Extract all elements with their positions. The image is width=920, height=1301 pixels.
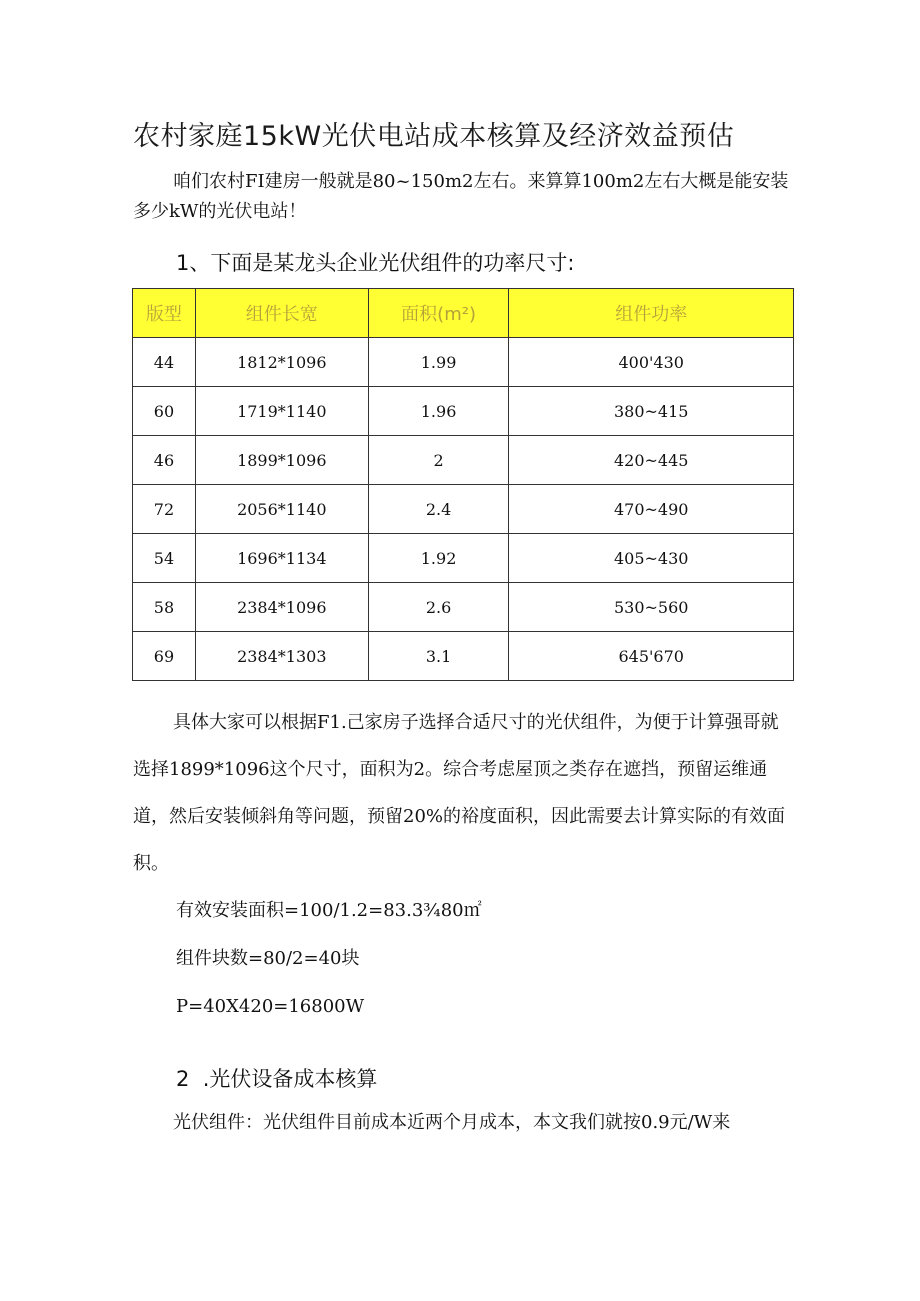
cell-power: 645'670	[509, 632, 794, 681]
table-row	[133, 338, 794, 387]
header-cell-area: 面积(m²)	[368, 289, 509, 338]
cell-area: 3.1	[368, 632, 509, 681]
cell-type: 60	[133, 387, 196, 436]
cell-dimensions: 1899*1096	[195, 436, 368, 485]
cell-type: 46	[133, 436, 196, 485]
cell-type: 72	[133, 485, 196, 534]
table-header-row	[133, 289, 794, 338]
cell-area: 2.6	[368, 583, 509, 632]
cell-dimensions: 1719*1140	[195, 387, 368, 436]
table-row	[133, 485, 794, 534]
header-cell-dimensions: 组件长宽	[195, 289, 368, 338]
cell-dimensions: 1696*1134	[195, 534, 368, 583]
cell-dimensions: 1812*1096	[195, 338, 368, 387]
table-row	[133, 436, 794, 485]
module-selection-paragraph: 具体大家可以根据F1.己家房子选择合适尺寸的光伏组件，为便于计算强哥就选择1899*1096这个尺寸，面积为2。综合考虑屋顶之类存在遮挡，预留运维通道，然后安装倾斜角等问题，预留20%的裕度面积，因此需要去计算实际的有效面积。	[133, 712, 786, 874]
module-cost-paragraph: 光伏组件：光伏组件目前成本近两个月成本，本文我们就按0.9元/W来	[173, 1112, 731, 1133]
module-spec-table	[132, 288, 794, 681]
section-1-heading: 1、下面是某龙头企业光伏组件的功率尺寸:	[176, 251, 575, 275]
table-row	[133, 632, 794, 681]
table-row	[133, 387, 794, 436]
cell-area: 1.96	[368, 387, 509, 436]
cell-area: 2.4	[368, 485, 509, 534]
module-count-calc: 组件块数=80/2=40块	[176, 948, 360, 969]
cell-power: 530~560	[509, 583, 794, 632]
cell-area: 2	[368, 436, 509, 485]
cell-dimensions: 2384*1303	[195, 632, 368, 681]
cell-type: 54	[133, 534, 196, 583]
cell-type: 58	[133, 583, 196, 632]
table-row	[133, 534, 794, 583]
cell-area: 1.99	[368, 338, 509, 387]
power-calc: P=40X420=16800W	[176, 996, 365, 1017]
header-cell-type: 版型	[133, 289, 196, 338]
intro-paragraph: 咱们农村FI建房一般就是80~150m2左右。来算算100m2左右大概是能安装多少kW的光伏电站！	[133, 171, 789, 222]
cell-type: 44	[133, 338, 196, 387]
effective-area-calc: 有效安装面积=100/1.2=83.3¾80㎡	[176, 900, 482, 921]
cell-type: 69	[133, 632, 196, 681]
cell-power: 380~415	[509, 387, 794, 436]
table-row	[133, 583, 794, 632]
cell-power: 420~445	[509, 436, 794, 485]
cell-area: 1.92	[368, 534, 509, 583]
cell-power: 470~490	[509, 485, 794, 534]
cell-power: 405~430	[509, 534, 794, 583]
cell-dimensions: 2384*1096	[195, 583, 368, 632]
cell-dimensions: 2056*1140	[195, 485, 368, 534]
section-2-heading: 2 .光伏设备成本核算	[176, 1067, 378, 1091]
header-cell-power: 组件功率	[509, 289, 794, 338]
cell-power: 400'430	[509, 338, 794, 387]
document-title: 农村家庭15kW光伏电站成本核算及经济效益预估	[133, 121, 735, 152]
